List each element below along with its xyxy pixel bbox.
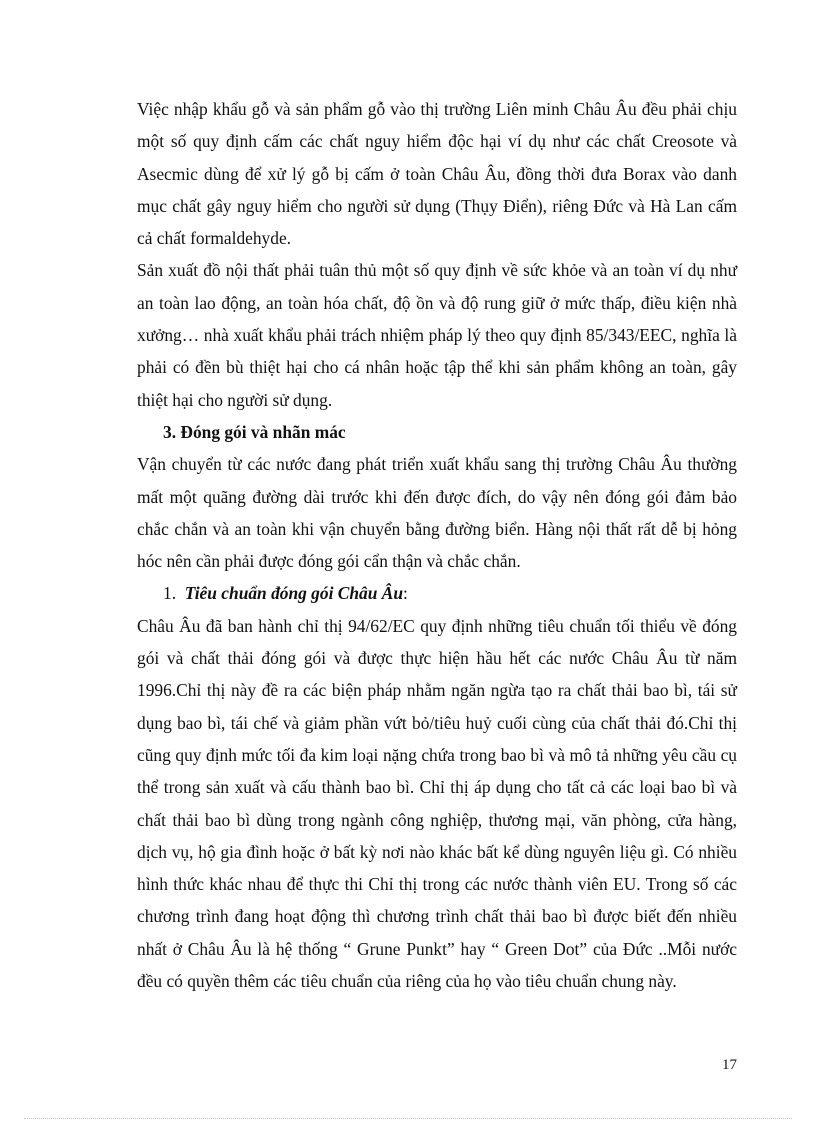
paragraph-furniture-safety: Sản xuất đồ nội thất phải tuân thủ một số quy định về sức khỏe và an toàn ví dụ như an toàn lao động, an toàn hóa chất, độ ồn và độ rung giữ ở mức thấp, điều kiện nhà xưởng… nhà xuất khẩu phải trách nhiệm pháp lý theo quy định 85/343/EEC, nghĩa là phải có đền bù thiệt hại cho cá nhân hoặc tập thể khi sản phẩm không an toàn, gây thiệt hại cho người sử dụng. — [137, 260, 737, 410]
section-heading-packaging-labeling: 3. Đóng gói và nhãn mác — [163, 421, 346, 442]
subheading-number: 1. — [163, 583, 177, 604]
subheading-suffix: : — [403, 583, 408, 604]
paragraph-directive-94-62-ec: Châu Âu đã ban hành chỉ thị 94/62/EC quy định những tiêu chuẩn tối thiểu về đóng gói và chất thải đóng gói và được thực hiện hầu hết các nước Châu Âu từ năm 1996.Chỉ thị này đề ra các biện pháp nhằm ngăn ngừa tạo ra chất thải bao bì, tái sử dụng bao bì, tái chế và giảm phần vứt bỏ/tiêu huỷ cuối cùng của chất thải đó.Chỉ thị cũng quy định mức tối đa kim loại nặng chứa trong bao bì và mô tả những yêu cầu cụ thể trong sản xuất và cấu thành bao bì. Chỉ thị áp dụng cho tất cả các loại bao bì và chất thải bao bì dùng trong ngành công nghiệp, thương mại, văn phòng, cửa hàng, dịch vụ, hộ gia đình hoặc ở bất kỳ nơi nào khác bất kể dùng nguyên liệu gì. Có nhiều hình thức khác nhau để thực thi Chỉ thị trong các nước thành viên EU. Trong số các chương trình đang hoạt động thì chương trình chất thải bao bì được biết đến nhiều nhất ở Châu Âu là hệ thống “ Grune Punkt” hay “ Green Dot” của Đức ..Mỗi nước đều có quyền thêm các tiêu chuẩn của riêng của họ vào tiêu chuẩn chung này. — [137, 615, 737, 992]
paragraph-transport-packaging: Vận chuyển từ các nước đang phát triển xuất khẩu sang thị trường Châu Âu thường mất một quãng đường dài trước khi đến được đích, do vậy nên đóng gói đảm bảo chắc chắn và an toàn khi vận chuyển bằng đường biển. Hàng nội thất rất dễ bị hỏng hóc nên cần phải được đóng gói cẩn thận và chắc chắn. — [137, 454, 737, 572]
page-number: 17 — [722, 1057, 737, 1073]
subheading-title: Tiêu chuẩn đóng gói Châu Âu — [184, 583, 404, 604]
subheading-eu-packaging-standards — [137, 577, 737, 609]
paragraph-wood-import-regulations: Việc nhập khẩu gỗ và sản phẩm gỗ vào thị trường Liên minh Châu Âu đều phải chịu một số quy định cấm các chất nguy hiểm độc hại ví dụ như các chất Creosote và Asecmic dùng để xử lý gỗ bị cấm ở toàn Châu Âu, đồng thời đưa Borax vào danh mục chất gây nguy hiểm cho người sử dụng (Thụy Điển), riêng Đức và Hà Lan cấm cả chất formaldehyde. — [137, 99, 737, 249]
page-bottom-border — [24, 1118, 792, 1119]
page-body — [137, 93, 737, 997]
